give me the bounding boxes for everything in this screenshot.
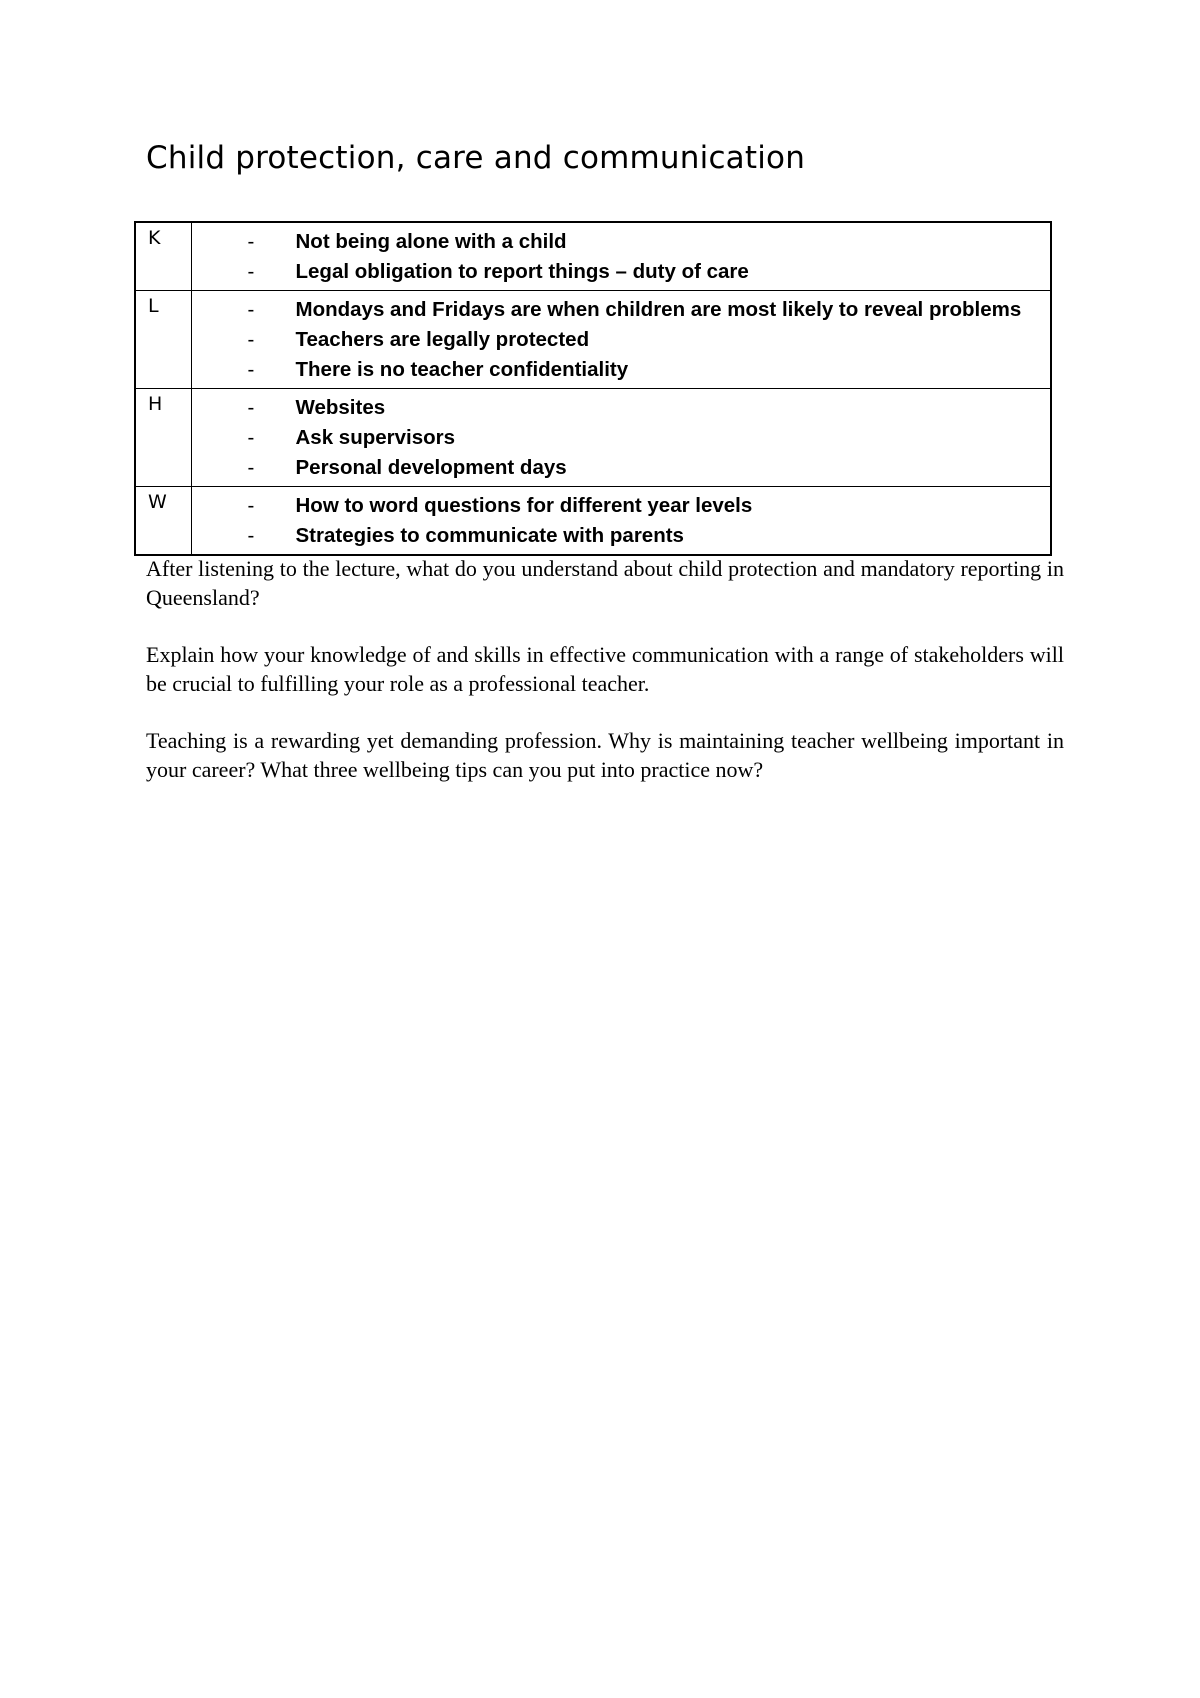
page-title: Child protection, care and communication [146,140,806,176]
question-paragraph: Explain how your knowledge of and skills in effective communication with a range of stakeholders will be crucial to fulfilling your role as a professional teacher. [146,642,1064,696]
list-item [192,227,1051,257]
row-letter: L [135,291,191,389]
bullet-dash: - [247,456,255,479]
bullet-dash: - [247,396,255,419]
bullet-dash: - [247,260,255,283]
list-item-text: Legal obligation to report things – duty of care [295,260,749,283]
bullet-dash: - [247,298,255,321]
row-items [191,487,1051,556]
list-item [192,491,1051,521]
bullet-dash: - [247,230,255,253]
list-item-text: Websites [295,396,386,419]
row-letter: W [135,487,191,556]
bullet-dash: - [247,328,255,351]
bullet-dash: - [247,524,255,547]
row-letter: H [135,389,191,487]
question-paragraph: Teaching is a rewarding yet demanding profession. Why is maintaining teacher wellbeing important in your career? What three wellbeing tips can you put into practice now? [146,728,1064,782]
list-item-text: Strategies to communicate with parents [295,524,684,547]
list-item-text: Teachers are legally protected [295,328,590,351]
list-item [192,355,1051,385]
list-item-text: There is no teacher confidentiality [295,358,629,381]
list-item [192,257,1051,287]
list-item [192,423,1051,453]
klhw-table [134,221,1052,556]
row-items [191,389,1051,487]
bullet-dash: - [247,494,255,517]
table-row [135,389,1051,487]
table-row [135,291,1051,389]
list-item-text: Not being alone with a child [295,230,567,253]
list-item-text: Ask supervisors [295,426,456,449]
list-item [192,295,1051,325]
list-item-text: Mondays and Fridays are when children are most likely to reveal problems [295,298,1022,321]
question-paragraph: After listening to the lecture, what do you understand about child protection and mandatory reporting in Queensland? [146,556,1064,610]
bullet-dash: - [247,358,255,381]
list-item [192,453,1051,483]
list-item [192,393,1051,423]
row-items [191,222,1051,291]
list-item-text: Personal development days [295,456,567,479]
bullet-dash: - [247,426,255,449]
list-item [192,521,1051,551]
list-item-text: How to word questions for different year levels [295,494,753,517]
table-row [135,487,1051,556]
row-letter: K [135,222,191,291]
row-items [191,291,1051,389]
table-row [135,222,1051,291]
list-item [192,325,1051,355]
